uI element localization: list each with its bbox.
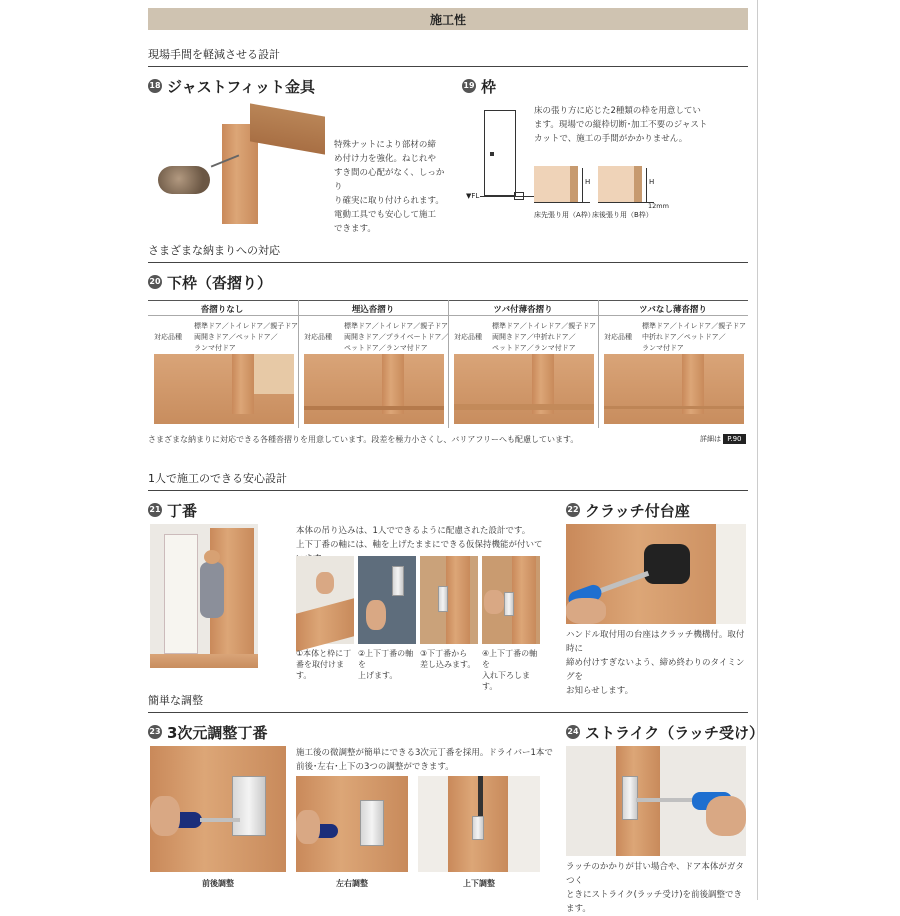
col-label-2: 対応品種 [304,333,332,341]
frame-b-caption: 床後張り用（B枠） [592,211,653,219]
item20-title: 下枠（沓摺り） [167,274,273,292]
strike-photo [566,746,746,856]
section-title-4: 簡単な調整 [148,694,203,707]
item21-title: 丁番 [167,502,198,520]
item18-heading [148,76,315,97]
item22-description: ハンドル取付用の台座はクラッチ機構付。取付時に 締め付けすぎないよう、締め終わりのタイミングを お知らせします。 [566,630,745,696]
threshold-photo-4 [604,354,744,424]
item18-title: ジャストフィット金具 [167,78,316,96]
caption-front-back: 前後調整 [202,879,234,888]
threshold-photo-3 [454,354,594,424]
detail-box [514,192,524,200]
frame-board-top [250,103,325,154]
mm-label: 12mm [648,202,669,210]
col-head-3: ツバ付薄沓摺り [493,305,553,315]
item22-title: クラッチ付台座 [585,502,690,520]
step-photo-1 [296,556,354,644]
item23-number: 23 [148,725,162,739]
door-knob [490,152,494,156]
header-bar [148,8,748,30]
item18-illustration [150,100,330,230]
item22-heading [566,500,690,521]
col-items-3: 標準ドア／トイレドア／親子ドア 両開きドア／中折れドア／ ペットドア／ランマ付ドア [492,322,597,352]
page-edge-line [757,0,758,900]
caption-left-right: 左右調整 [336,879,368,888]
frame-a-wall [534,166,570,202]
clutch-base-icon [644,544,690,584]
col-items-4: 標準ドア／トイレドア／親子ドア 中折れドア／ペットドア／ ランマ付ドア [642,322,747,352]
frame-a-profile [570,166,578,202]
item19-number: 19 [462,79,476,93]
item18-description: 特殊ナットにより部材の締 め付け力を強化。ねじれや すき間の心配がなく、しっかり り確実に取り付けられます。 電動工具でも安心して施工 できます。 [334,140,445,234]
worker-figure [200,562,224,618]
frame-a-caption: 床先張り用（A枠） [534,211,595,219]
frame-b-dim-line [646,168,647,202]
col-head-2: 埋込沓摺り [351,305,395,315]
step-caption-4: ④上下丁番の軸を 入れ下ろします。 [482,649,538,691]
hinge-install-photo [150,524,258,668]
frame-b-h-label: H [649,178,655,186]
item21-number: 21 [148,503,162,517]
item23-heading [148,722,267,743]
col-head-1: 沓摺りなし [200,305,244,315]
step-photo-3 [420,556,478,644]
item21-description: 本体の吊り込みは、1人でできるように配慮された設計です。 上下丁番の軸には、軸を上げたままにできる仮保持機能が付いて [296,526,543,550]
step-caption-1: ①本体と枠に丁 番を取付けます。 [296,649,352,680]
hinge-steps [296,556,540,691]
section-divider-3 [148,490,748,491]
item19-description: 床の張り方に応じた2種類の枠を用意してい ます。現場での縦枠切断･加工不要のジャスト カットで、施工の手間がかかりません。 [534,106,708,144]
item24-number: 24 [566,725,580,739]
ref-page-badge[interactable]: P.90 [723,434,745,444]
adjust-photo-front [150,746,286,872]
item20-heading [148,272,272,293]
step-photo-2 [358,556,416,644]
col-label-1: 対応品種 [154,333,182,341]
frame-a-h-label: H [585,178,591,186]
col-label-4: 対応品種 [604,333,632,341]
header-title: 施工性 [429,13,466,27]
section-divider-2 [148,262,748,263]
frame-b-floor [598,202,654,203]
clutch-base-photo [566,524,746,624]
hinge-icon [232,776,266,836]
item20-reference[interactable] [700,434,746,444]
item24-description: ラッチのかかりが甘い場合や、ドア本体がガタつく ときにストライク(ラッチ受け)を前後調整できます。 [566,862,744,914]
item20-table [148,300,748,428]
item19-heading [462,76,496,97]
section-title-3: 1人で施工のできる安心設計 [148,472,287,485]
adjust-photo-side [296,776,408,872]
col-head-4: ツバなし薄沓摺り [639,305,707,315]
step-caption-2: ②上下丁番の軸を 上げます。 [358,649,414,680]
item19-door-diagram [466,104,536,222]
item19-title: 枠 [481,78,497,96]
item18-number: 18 [148,79,162,93]
step-photo-4 [482,556,540,644]
section-title-1: 現場手間を軽減させる設計 [148,48,280,61]
ref-label: 詳細は [700,435,721,443]
frame-b-wall [598,166,634,202]
item21-heading [148,500,197,521]
step-caption-3: ③下丁番から 差し込みます。 [420,649,476,669]
frame-a-dim-line [582,168,583,202]
threshold-photo-2 [304,354,444,424]
frame-b-profile [634,166,642,202]
col-items-2: 標準ドア／トイレドア／親子ドア 両開きドア／プライベートドア／ ペットドア／ランマ付ドア [344,322,449,352]
item20-note: さまざまな納まりに対応できる各種沓摺りを用意しています。段差を極力小さくし、バリアフリーへも配慮しています。 [148,435,579,444]
caption-up-down: 上下調整 [463,879,495,888]
section-divider-1 [148,66,748,67]
item19-frame-sections [534,164,734,222]
fl-label: ▼FL [466,192,480,200]
threshold-photo-1 [154,354,294,424]
door-outline [484,110,516,196]
fitting-bolt-icon [158,166,210,194]
item24-heading [566,722,764,743]
item20-number: 20 [148,275,162,289]
screwdriver-shaft [597,571,649,594]
section-title-2: さまざまな納まりへの対応 [148,244,280,257]
item24-title: ストライク（ラッチ受け） [585,724,764,742]
floor-line [480,196,536,197]
frame-a-floor [534,202,590,203]
col-label-3: 対応品種 [454,333,482,341]
adjust-photo-vertical [418,776,540,872]
item23-title: 3次元調整丁番 [167,724,268,742]
item23-description: 施工後の微調整が簡単にできる3次元丁番を採用。ドライバー1本で 前後･左右･上下の3つの調整ができます。 [296,748,553,772]
col-items-1: 標準ドア／トイレドア／親子ドア 両開きドア／ペットドア／ ランマ付ドア [194,322,299,352]
section-divider-4 [148,712,748,713]
item22-number: 22 [566,503,580,517]
